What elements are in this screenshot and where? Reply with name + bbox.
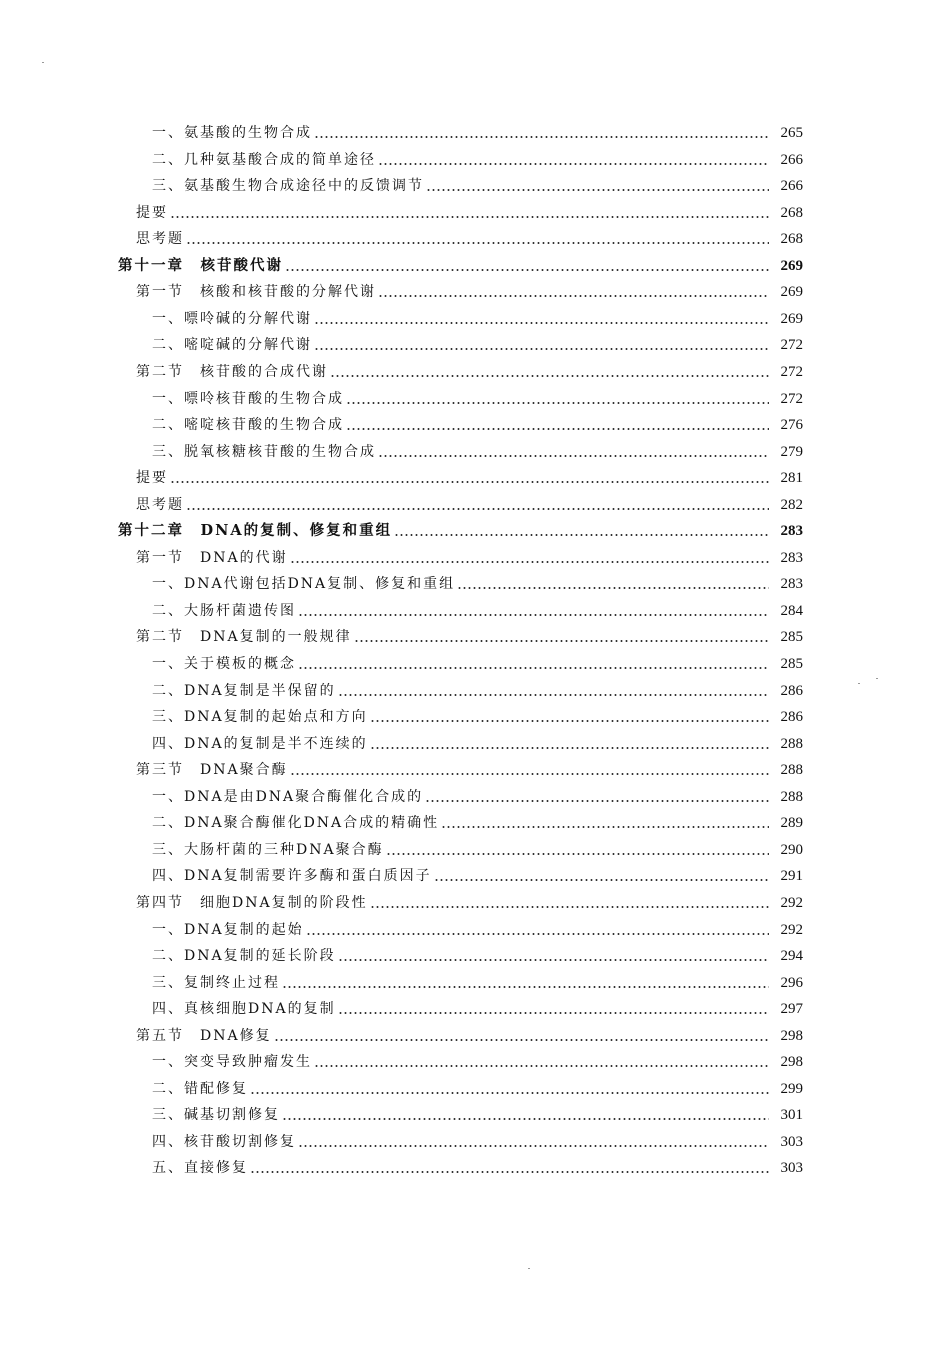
toc-entry-title: 第二节 核苷酸的合成代谢 [136, 363, 328, 380]
toc-entry-section [136, 890, 803, 916]
dot-leader [314, 306, 769, 332]
toc-entry-title: 二、嘧啶核苷酸的生物合成 [152, 417, 344, 434]
toc-entry-item [152, 678, 803, 704]
dot-leader [434, 863, 769, 889]
toc-entry-item [152, 731, 803, 757]
toc-entry-section [136, 545, 803, 571]
dot-leader [290, 545, 769, 571]
toc-entry-page-number: 299 [780, 1080, 803, 1097]
toc-entry-page-number: 303 [780, 1133, 803, 1150]
toc-entry-title: 第一节 核酸和核苷酸的分解代谢 [136, 284, 376, 301]
toc-entry-title: 第三节 DNA聚合酶 [136, 762, 288, 779]
toc-entry-page-number: 269 [780, 284, 803, 301]
toc-entry-page-number: 285 [780, 629, 803, 646]
toc-entry-title: 三、氨基酸生物合成途径中的反馈调节 [152, 178, 424, 195]
toc-entry-page-number: 286 [780, 709, 803, 726]
dot-leader [186, 492, 769, 518]
toc-entry-title: 一、关于模板的概念 [152, 656, 296, 672]
dot-leader [338, 943, 769, 969]
toc-entry-page-number: 288 [780, 788, 803, 805]
toc-entry-title: 提要 [136, 470, 168, 487]
dot-leader [250, 1076, 769, 1102]
toc-entry-item [152, 120, 803, 146]
scan-speck [858, 683, 860, 684]
dot-leader [186, 226, 769, 252]
toc-entry-item [152, 810, 803, 836]
toc-entry-page-number: 281 [780, 470, 803, 487]
dot-leader [314, 1049, 769, 1075]
toc-entry-page-number: 288 [780, 735, 803, 752]
toc-entry-section [136, 226, 803, 252]
toc-entry-title: 二、错配修复 [152, 1080, 248, 1097]
dot-leader [386, 837, 769, 863]
toc-entry-section [136, 465, 803, 491]
dot-leader [298, 1129, 769, 1155]
toc-entry-page-number: 284 [780, 602, 803, 619]
toc-entry-item [152, 571, 803, 597]
toc-entry-title: 三、碱基切割修复 [152, 1107, 280, 1124]
toc-entry-page-number: 297 [780, 1001, 803, 1018]
toc-entry-title: 二、大肠杆菌遗传图 [152, 602, 296, 619]
dot-leader [170, 465, 769, 491]
toc-entry-item [152, 306, 803, 332]
toc-entry-title: 一、氨基酸的生物合成 [152, 125, 312, 141]
toc-entry-section [136, 200, 803, 226]
toc-entry-item [152, 970, 803, 996]
toc-entry-title: 三、复制终止过程 [152, 974, 280, 991]
toc-entry-title: 一、嘌呤核苷酸的生物合成 [152, 390, 344, 407]
dot-leader [378, 279, 769, 305]
toc-entry-item [152, 147, 803, 173]
toc-entry-item [152, 943, 803, 969]
toc-entry-item [152, 1049, 803, 1075]
toc-entry-page-number: 298 [780, 1054, 803, 1071]
toc-entry-page-number: 298 [780, 1027, 803, 1044]
toc-entry-title: 五、直接修复 [152, 1160, 248, 1177]
toc-entry-title: 四、真核细胞DNA的复制 [152, 1001, 336, 1018]
dot-leader [378, 439, 769, 465]
toc-entry-section [136, 624, 803, 650]
dot-leader [290, 757, 769, 783]
toc-entry-chapter [118, 518, 803, 544]
toc-entry-page-number: 283 [780, 523, 803, 540]
toc-entry-item [152, 1129, 803, 1155]
toc-entry-item [152, 784, 803, 810]
toc-entry-page-number: 268 [780, 204, 803, 221]
dot-leader [306, 917, 769, 943]
dot-leader [354, 624, 769, 650]
dot-leader [285, 253, 769, 279]
toc-entry-item [152, 598, 803, 624]
toc-entry-page-number: 272 [780, 363, 803, 380]
toc-entry-item [152, 863, 803, 889]
toc-entry-page-number: 279 [780, 443, 803, 460]
toc-entry-item [152, 704, 803, 730]
toc-entry-item [152, 412, 803, 438]
toc-entry-page-number: 272 [780, 390, 803, 407]
toc-entry-title: 第十二章 DNA的复制、修复和重组 [118, 522, 393, 540]
toc-entry-title: 二、DNA聚合酶催化DNA合成的精确性 [152, 815, 440, 832]
toc-entry-title: 二、几种氨基酸合成的简单途径 [152, 151, 376, 168]
dot-leader [338, 996, 769, 1022]
toc-entry-title: 一、突变导致肿瘤发生 [152, 1054, 312, 1071]
toc-entry-title: 三、DNA复制的起始点和方向 [152, 709, 368, 726]
toc-entry-title: 四、核苷酸切割修复 [152, 1133, 296, 1150]
dot-leader [425, 784, 769, 810]
dot-leader [346, 412, 769, 438]
dot-leader [314, 332, 769, 358]
dot-leader [282, 970, 769, 996]
dot-leader [330, 359, 769, 385]
toc-entry-title: 思考题 [136, 496, 184, 513]
toc-entry-title: 一、嘌呤碱的分解代谢 [152, 310, 312, 327]
toc-entry-page-number: 266 [780, 178, 803, 195]
toc-entry-page-number: 291 [780, 868, 803, 885]
toc-entry-title: 二、DNA复制是半保留的 [152, 682, 336, 699]
dot-leader [346, 386, 769, 412]
toc-entry-page-number: 269 [780, 257, 803, 274]
toc-entry-title: 三、脱氧核糖核苷酸的生物合成 [152, 443, 376, 460]
toc-entry-title: 第十一章 核苷酸代谢 [118, 256, 283, 274]
toc-entry-page-number: 296 [780, 974, 803, 991]
toc-entry-title: 三、大肠杆菌的三种DNA聚合酶 [152, 841, 384, 858]
dot-leader [394, 518, 769, 544]
toc-entry-section [136, 359, 803, 385]
toc-entry-page-number: 292 [780, 921, 803, 938]
toc-entry-chapter [118, 253, 803, 279]
dot-leader [282, 1102, 769, 1128]
toc-entry-title: 二、嘧啶碱的分解代谢 [152, 337, 312, 354]
dot-leader [370, 704, 769, 730]
toc-entry-title: 一、DNA代谢包括DNA复制、修复和重组 [152, 576, 456, 593]
dot-leader [298, 598, 769, 624]
scan-speck [876, 678, 878, 679]
toc-entry-item [152, 173, 803, 199]
toc-entry-item [152, 1155, 803, 1181]
dot-leader [378, 147, 769, 173]
dot-leader [426, 173, 769, 199]
toc-entry-page-number: 283 [780, 549, 803, 566]
toc-entry-title: 二、DNA复制的延长阶段 [152, 948, 336, 965]
scan-speck [42, 62, 44, 63]
toc-entry-page-number: 303 [780, 1160, 803, 1177]
toc-entry-item [152, 386, 803, 412]
toc-entry-section [136, 279, 803, 305]
dot-leader [370, 731, 769, 757]
toc-entry-page-number: 276 [780, 417, 803, 434]
toc-entry-title: 第五节 DNA修复 [136, 1027, 272, 1044]
scan-speck [528, 1268, 530, 1269]
dot-leader [314, 120, 769, 146]
toc-entry-item [152, 1076, 803, 1102]
toc-entry-page-number: 269 [780, 310, 803, 327]
toc-entry-page-number: 285 [780, 656, 803, 672]
toc-entry-title: 第二节 DNA复制的一般规律 [136, 629, 352, 646]
toc-entry-page-number: 286 [780, 682, 803, 699]
dot-leader [170, 200, 769, 226]
toc-entry-page-number: 283 [780, 576, 803, 593]
toc-entry-item [152, 917, 803, 943]
toc-entry-page-number: 272 [780, 337, 803, 354]
dot-leader [441, 810, 769, 836]
toc-entry-item [152, 651, 803, 677]
toc-entry-page-number: 268 [780, 231, 803, 248]
dot-leader [338, 678, 769, 704]
toc-entry-page-number: 266 [780, 151, 803, 168]
dot-leader [250, 1155, 769, 1181]
toc-entry-page-number: 301 [780, 1107, 803, 1124]
dot-leader [457, 571, 769, 597]
toc-entry-title: 四、DNA复制需要许多酶和蛋白质因子 [152, 868, 432, 885]
toc-entry-title: 一、DNA是由DNA聚合酶催化合成的 [152, 788, 424, 805]
toc-entry-section [136, 492, 803, 518]
toc-entry-page-number: 290 [780, 841, 803, 858]
toc-entry-page-number: 265 [780, 125, 803, 141]
toc-entry-title: 提要 [136, 204, 168, 221]
toc-entry-page-number: 289 [780, 815, 803, 832]
toc-entry-page-number: 292 [780, 894, 803, 911]
dot-leader [274, 1023, 769, 1049]
toc-entry-page-number: 282 [780, 496, 803, 513]
toc-entry-item [152, 837, 803, 863]
toc-entry-item [152, 439, 803, 465]
toc-entry-item [152, 1102, 803, 1128]
toc-entry-page-number: 294 [780, 948, 803, 965]
toc-entry-title: 一、DNA复制的起始 [152, 921, 304, 938]
dot-leader [370, 890, 769, 916]
toc-entry-page-number: 288 [780, 762, 803, 779]
toc-entry-section [136, 1023, 803, 1049]
toc-entry-title: 四、DNA的复制是半不连续的 [152, 735, 368, 752]
toc-entry-item [152, 996, 803, 1022]
toc-entry-title: 第一节 DNA的代谢 [136, 549, 288, 566]
toc-entry-section [136, 757, 803, 783]
toc-entry-title: 思考题 [136, 231, 184, 248]
toc-entry-item [152, 332, 803, 358]
dot-leader [298, 651, 769, 677]
toc-entry-title: 第四节 细胞DNA复制的阶段性 [136, 894, 368, 911]
